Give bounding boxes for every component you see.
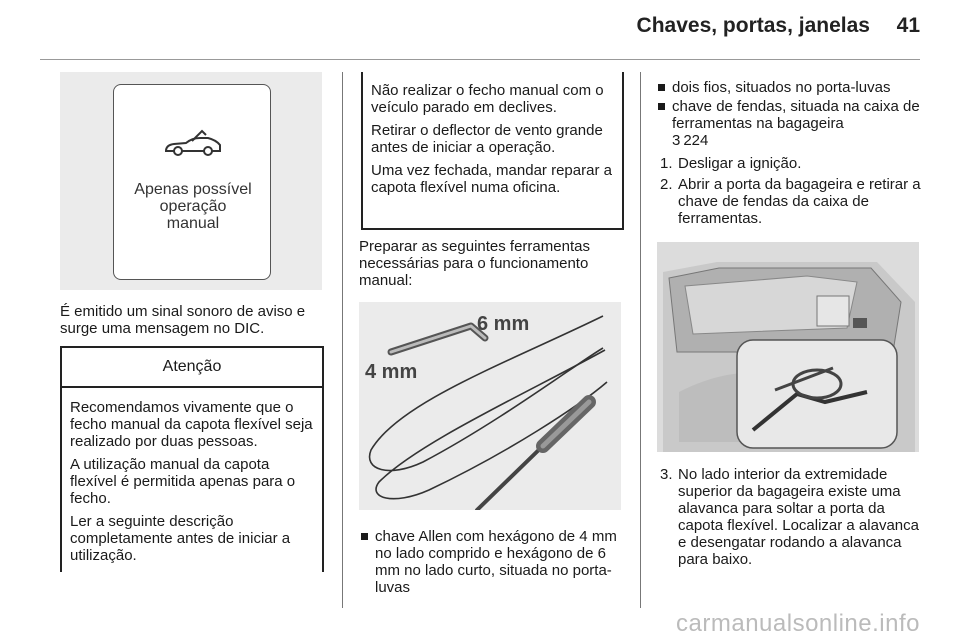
trunk-figure — [657, 242, 919, 452]
caution-text — [371, 82, 619, 202]
column-divider-1 — [342, 72, 343, 608]
dic-message-panel — [113, 84, 271, 280]
step-text: Desligar a ignição. — [678, 155, 802, 172]
attention-paragraph: Recomendamos vivamente que o fecho manual da capota flexível seja realizado por duas pessoas. — [70, 399, 313, 450]
list-item: chave Allen com hexágono de 4 mm no lado comprido e hexágono de 6 mm no lado curto, situada no porta-luvas — [359, 528, 631, 596]
step-text: No lado interior da extremidade superior da bagageira existe uma alavanca para soltar a porta da capota flexível. Localizar a alavanca e desengatar rodando a alavanca para baixo. — [678, 466, 919, 568]
tools-figure — [359, 302, 621, 510]
running-header-title: Chaves, portas, janelas — [636, 14, 870, 37]
right-bullet-list — [656, 79, 928, 227]
page-number: 41 — [896, 14, 920, 37]
column-divider-2 — [640, 72, 641, 608]
step-number: 1. — [660, 155, 673, 172]
dic-message-line: manual — [166, 215, 220, 232]
caution-continuation-box — [361, 72, 624, 230]
dic-message-line: Apenas possível — [134, 181, 252, 198]
label-4mm: 4 mm — [365, 361, 418, 383]
list-item: dois fios, situados no porta-luvas — [656, 79, 928, 96]
attention-title: Atenção — [62, 348, 322, 388]
attention-paragraph: A utilização manual da capota flexível é permitida apenas para o fecho. — [70, 456, 296, 507]
label-6mm: 6 mm — [477, 313, 530, 335]
watermark: carmanualsonline.info — [676, 610, 920, 637]
tools-illustration — [359, 302, 621, 510]
tools-intro-paragraph: Preparar as seguintes ferramentas necessárias para o funcionamento manual: — [359, 238, 590, 289]
dic-message-line: operação — [159, 198, 227, 215]
caution-paragraph: Uma vez fechada, mandar reparar a capota flexível numa oficina. — [371, 162, 612, 196]
page-reference — [656, 132, 928, 149]
reference-arrow-icon: 3 — [672, 132, 681, 149]
convertible-car-icon — [162, 129, 224, 159]
header-divider — [40, 59, 920, 60]
step-text: Abrir a porta da bagageira e retirar a chave de fendas da caixa de ferramentas. — [678, 176, 921, 227]
step-number: 3. — [660, 466, 673, 483]
attention-box — [60, 346, 324, 572]
left-intro-paragraph: É emitido um sinal sonoro de aviso e surge uma mensagem no DIC. — [60, 303, 306, 337]
step-item — [656, 466, 928, 568]
dic-message-text — [114, 181, 272, 232]
attention-paragraph: Ler a seguinte descrição completamente antes de iniciar a utilização. — [70, 513, 291, 564]
attention-body — [62, 388, 322, 564]
step-item — [656, 155, 928, 172]
caution-paragraph: Retirar o deflector de vento grande antes de iniciar a operação. — [371, 122, 603, 156]
step-item — [656, 176, 928, 227]
right-step-list — [656, 466, 928, 568]
step-number: 2. — [660, 176, 673, 193]
list-item: chave de fendas, situada na caixa de ferramentas na bagageira — [656, 98, 928, 132]
reference-page[interactable]: 224 — [683, 132, 709, 149]
caution-paragraph: Não realizar o fecho manual com o veículo parado em declives. — [371, 82, 604, 116]
allen-key-bullet-list — [359, 528, 631, 596]
trunk-illustration — [657, 242, 919, 452]
